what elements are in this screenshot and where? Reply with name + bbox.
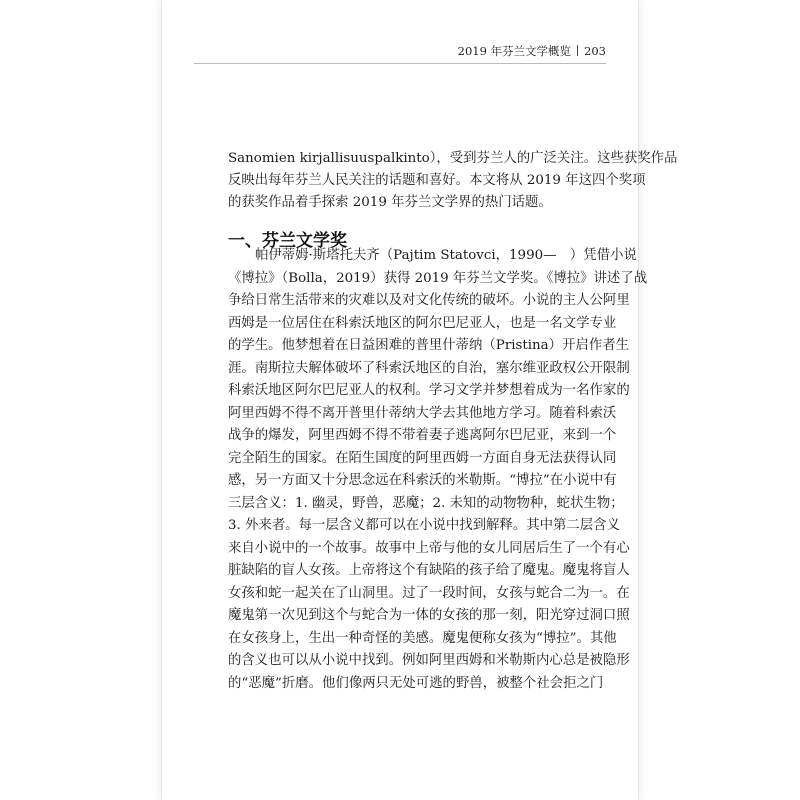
text-line: 的含义也可以从小说中找到。例如阿里西姆和米勒斯内心总是被隐形 (228, 653, 630, 668)
text-line: 涯。南斯拉夫解体破坏了科索沃地区的自治，塞尔维亚政权公开限制 (228, 360, 630, 376)
text-line: 完全陌生的国家。在陌生国度的阿里西姆一方面自身无法获得认同 (228, 450, 617, 466)
text-line: 西姆是一位居住在科索沃地区的阿尔巴尼亚人，也是一名文学专业 (228, 315, 617, 331)
header-separator (577, 45, 578, 56)
text-line: 三层含义：1. 幽灵，野兽，恶魔；2. 未知的动物物种，蛇状生物； (228, 495, 624, 511)
text-line: 的获奖作品着手探索 2019 年芬兰文学界的热门话题。 (228, 195, 552, 210)
page-number: 203 (584, 44, 606, 58)
text-line: 科索沃地区阿尔巴尼亚人的权利。学习文学并梦想着成为一名作家的 (228, 383, 630, 398)
running-header (458, 43, 606, 59)
text-line: 的“恶魔”折磨。他们像两只无处可逃的野兽，被整个社会拒之门 (228, 675, 604, 691)
text-line: 《博拉》（Bolla，2019）获得 2019 年芬兰文学奖。《博拉》讲述了战 (228, 270, 648, 286)
text-line: 女孩和蛇一起关在了山洞里。过了一段时间，女孩与蛇合二为一。在 (228, 585, 630, 601)
text-line: 反映出每年芬兰人民关注的话题和喜好。本文将从 2019 年这四个奖项 (228, 173, 646, 188)
text-line: 的学生。他梦想着在日益困难的普里什蒂纳（Pristina）开启作者生 (228, 338, 629, 353)
text-line: Sanomien kirjallisuuspalkinto），受到芬兰人的广泛关注。这些获奖作品 (228, 151, 678, 166)
book-page (162, 0, 678, 800)
text-line: 在女孩身上，生出一种奇怪的美感。魔鬼便称女孩为“博拉”。其他 (228, 630, 617, 646)
text-line: 阿里西姆不得不离开普里什蒂纳大学去其他地方学习。随着科索沃 (228, 405, 617, 421)
header-rule (194, 63, 606, 64)
text-line: 3. 外来者。每一层含义都可以在小说中找到解释。其中第二层含义 (228, 518, 620, 533)
text-line: 来自小说中的一个故事。故事中上帝与他的女儿同居后生了一个有心 (228, 540, 630, 556)
running-title: 2019 年芬兰文学概览 (457, 44, 572, 58)
text-line: 脏缺陷的盲人女孩。上帝将这个有缺陷的孩子给了魔鬼。魔鬼将盲人 (228, 563, 630, 578)
section-heading: 一、芬兰文学奖 (228, 231, 347, 251)
text-line: 争给日常生活带来的灾难以及对文化传统的破坏。小说的主人公阿里 (228, 293, 630, 308)
text-line: 战争的爆发，阿里西姆不得不带着妻子逃离阿尔巴尼亚，来到一个 (228, 428, 617, 443)
text-line: 帕伊蒂姆·斯塔托夫齐（Pajtim Statovci，1990— ）凭借小说 (255, 248, 637, 263)
text-line: 感，另一方面又十分思念远在科索沃的米勒斯。“博拉”在小说中有 (228, 473, 617, 488)
text-line: 魔鬼第一次见到这个与蛇合为一体的女孩的那一刻，阳光穿过洞口照 (228, 608, 630, 623)
